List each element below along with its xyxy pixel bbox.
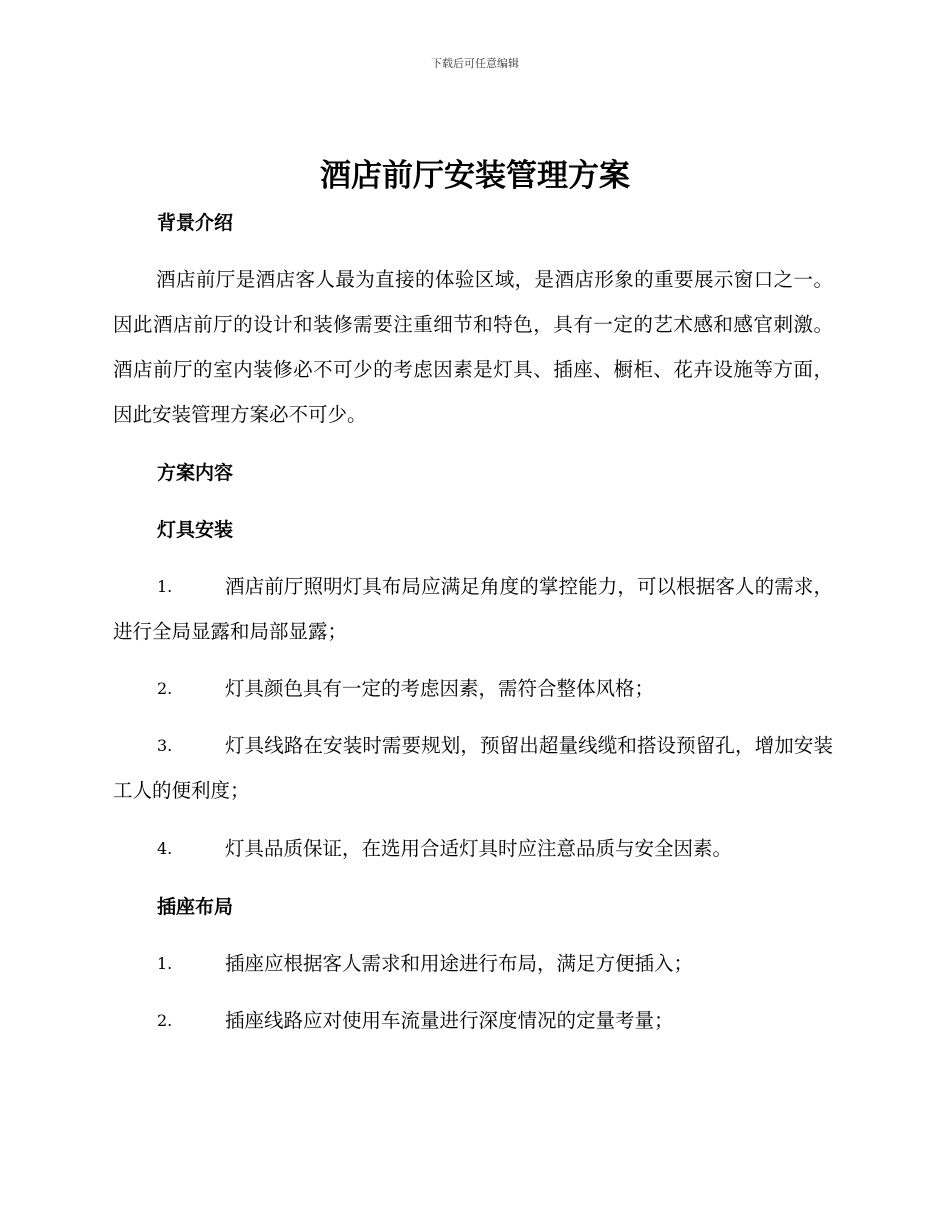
heading-background: 背景介绍	[157, 212, 234, 234]
background-paragraph: 酒店前厅是酒店客人最为直接的体验区域，是酒店形象的重要展示窗口之一。因此酒店前厅的设计和装修需要注重细节和特色，具有一定的艺术感和感官刺激。酒店前厅的室内装修必不可少的考虑因素是灯具、插座、橱柜、花卉设施等方面，因此安装管理方案必不可少。	[113, 268, 833, 426]
socket-item-2	[113, 998, 833, 1043]
document-title: 酒店前厅安装管理方案	[320, 158, 630, 194]
list-item-text: 插座线路应对使用车流量进行深度情况的定量考量；	[225, 1009, 674, 1032]
heading-lighting: 灯具安装	[157, 519, 234, 541]
header-note: 下载后可任意编辑	[431, 57, 519, 70]
list-number: 1.	[157, 954, 173, 973]
lighting-item-2	[113, 666, 833, 711]
lighting-item-4	[113, 826, 833, 871]
list-item-text: 灯具品质保证，在选用合适灯具时应注意品质与安全因素。	[225, 837, 733, 860]
list-item-text: 灯具颜色具有一定的考虑因素，需符合整体风格；	[225, 677, 655, 700]
list-number: 2.	[157, 1011, 173, 1030]
list-number: 1.	[157, 577, 173, 596]
heading-sockets: 插座布局	[157, 896, 234, 918]
list-number: 3.	[157, 736, 173, 755]
lighting-item-3	[113, 723, 833, 813]
socket-item-1	[113, 941, 833, 986]
list-item-text: 插座应根据客人需求和用途进行布局，满足方便插入；	[225, 952, 694, 975]
list-item-text: 酒店前厅照明灯具布局应满足角度的掌控能力，可以根据客人的需求，进行全局显露和局部显露；	[113, 575, 833, 643]
list-number: 4.	[157, 839, 173, 858]
list-number: 2.	[157, 679, 173, 698]
lighting-item-1	[113, 564, 833, 654]
list-item-text: 灯具线路在安装时需要规划，预留出超量线缆和搭设预留孔，增加安装工人的便利度；	[113, 734, 833, 802]
heading-plan-content: 方案内容	[157, 462, 234, 484]
